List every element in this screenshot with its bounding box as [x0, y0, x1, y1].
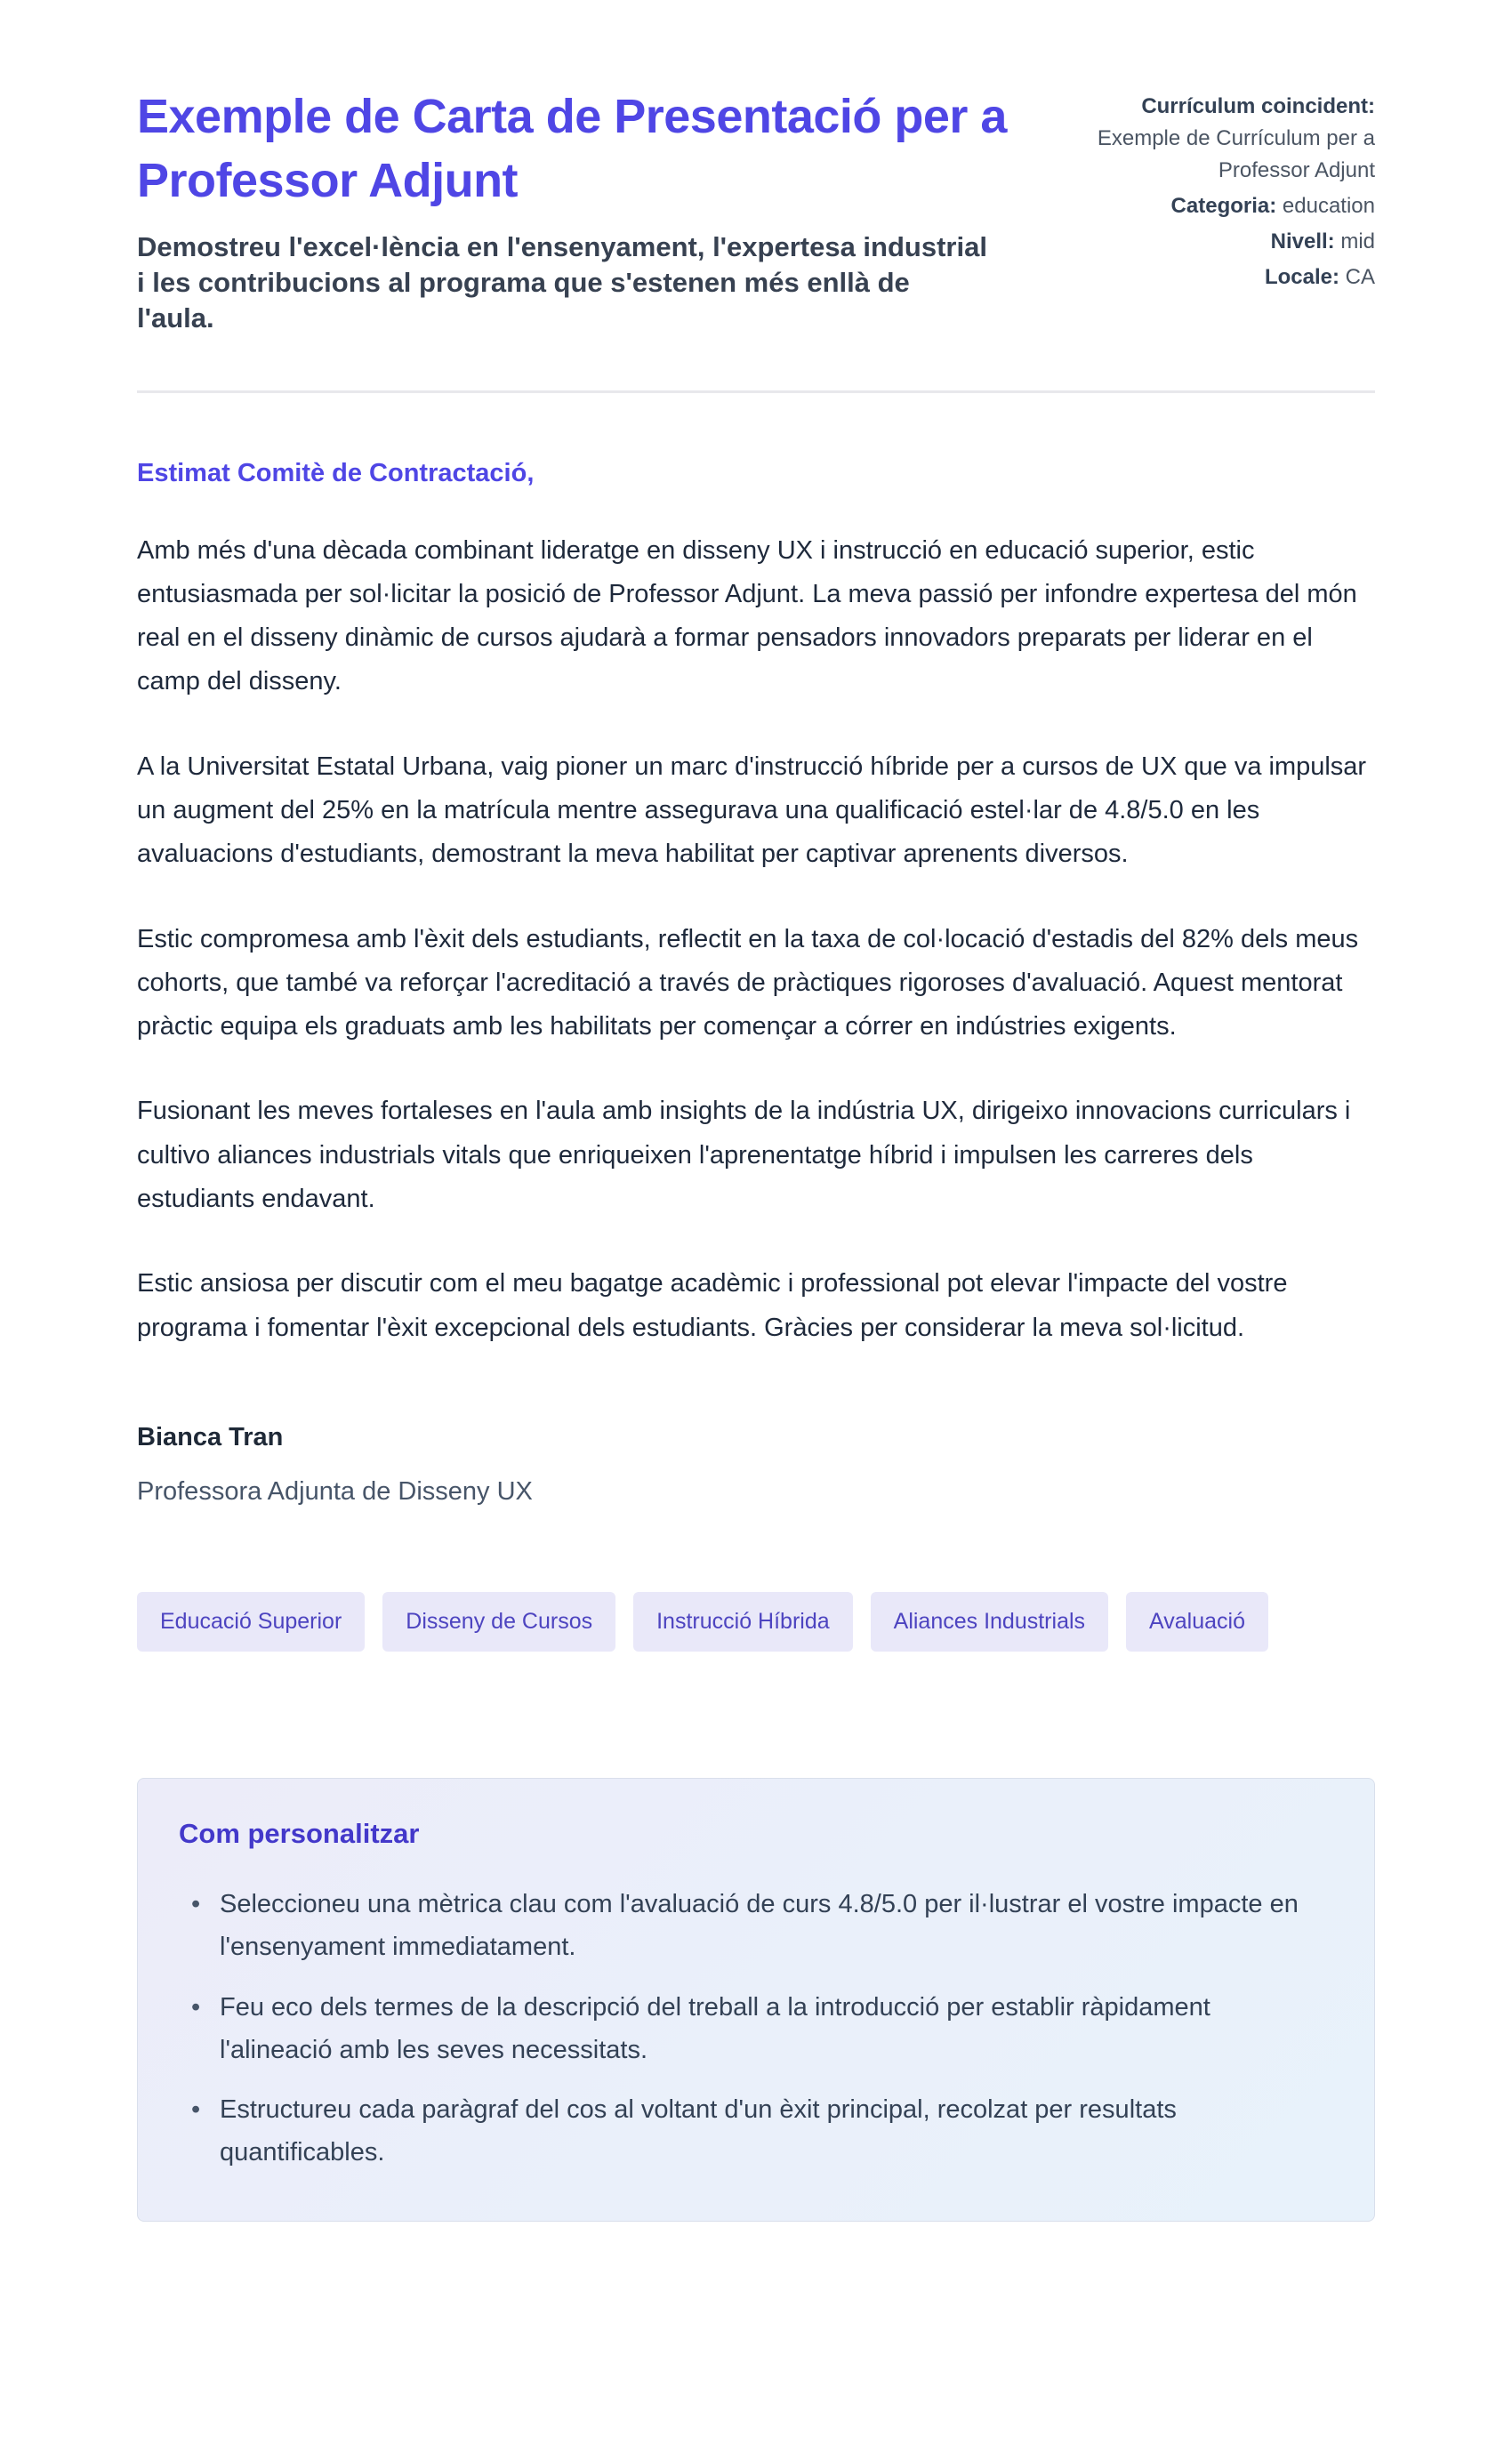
header-title-block	[137, 85, 1010, 337]
letter-body	[137, 459, 1375, 1507]
tag-chip-educacio-superior[interactable]: Educació Superior	[137, 1592, 365, 1652]
meta-level	[1037, 226, 1375, 258]
letter-paragraph-4: Fusionant les meves fortaleses en l'aula amb insights de la indústria UX, dirigeixo innovacions curriculars i cultivo aliances industrials vitals que enriqueixen l'aprenentatge híbrid i impulsen les carreres dels estudiants endavant.	[137, 1097, 1351, 1214]
customization-tips-card	[137, 1778, 1375, 2222]
meta-matching-resume-value: Exemple de Currículum per a Professor Adjunt	[1097, 126, 1375, 182]
header-divider	[137, 390, 1375, 393]
meta-category-value: education	[1282, 194, 1375, 218]
meta-matching-resume-label: Currículum coincident:	[1141, 94, 1375, 118]
meta-level-value: mid	[1340, 229, 1375, 253]
tips-list	[179, 1884, 1333, 2175]
meta-category-label: Categoria:	[1170, 194, 1277, 218]
meta-locale-value: CA	[1345, 265, 1375, 289]
meta-matching-resume	[1037, 91, 1375, 187]
tips-heading: Com personalitzar	[179, 1817, 420, 1849]
meta-locale	[1037, 261, 1375, 293]
letter-greeting: Estimat Comitè de Contractació,	[137, 458, 535, 487]
letter-paragraph-2: A la Universitat Estatal Urbana, vaig pioner un marc d'instrucció híbride per a cursos de UX que va impulsar un augment del 25% en la matrícula mentre assegurava una qualificació estel·lar de 4.8/5.0 en les avaluacions d'estudiants, demostrant la meva habilitat per captivar aprenents diversos.	[137, 752, 1367, 869]
tip-item-1: • Seleccioneu una mètrica clau com l'avaluació de curs 4.8/5.0 per il·lustrar el vostre impacte en l'ensenyament immediatament.	[179, 1884, 1299, 1969]
meta-locale-label: Locale:	[1264, 265, 1339, 289]
meta-category	[1037, 190, 1375, 222]
tag-chip-instruccio-hibrida[interactable]: Instrucció Híbrida	[633, 1592, 853, 1652]
tag-chip-disseny-de-cursos[interactable]: Disseny de Cursos	[382, 1592, 615, 1652]
tip-item-2: • Feu eco dels termes de la descripció del treball a la introducció per establir ràpidament l'alineació amb les seves necessitats.	[179, 1987, 1299, 2072]
tip-item-3: • Estructureu cada paràgraf del cos al voltant d'un èxit principal, recolzat per resultats quantificables.	[179, 2089, 1299, 2175]
letter-paragraph-5: Estic ansiosa per discutir com el meu bagatge acadèmic i professional pot elevar l'impacte del vostre programa i fomentar l'èxit excepcional dels estudiants. Gràcies per considerar la meva sol·licitud.	[137, 1269, 1288, 1342]
letter-paragraph-1: Amb més d'una dècada combinant lideratge en disseny UX i instrucció en educació superior, estic entusiasmada per sol·licitar la posició de Professor Adjunt. La meva passió per infondre expertesa del món real en el disseny dinàmic de cursos ajudarà a formar pensadors innovadors preparats per liderar en el camp del disseny.	[137, 535, 1357, 696]
signature-name: Bianca Tran	[137, 1422, 284, 1451]
signature-role: Professora Adjunta de Disseny UX	[137, 1476, 533, 1506]
header	[137, 85, 1375, 337]
letter-paragraph-3: Estic compromesa amb l'èxit dels estudiants, reflectit en la taxa de col·locació d'estadis del 82% dels meus cohorts, que també va reforçar l'acreditació a través de pràctiques rigoroses d'avaluació. Aquest mentorat pràctic equipa els graduats amb les habilitats per començar a córrer en indústries exigents.	[137, 924, 1359, 1041]
tag-chip-avaluacio[interactable]: Avaluació	[1126, 1592, 1268, 1652]
meta-panel	[1037, 91, 1375, 293]
meta-level-label: Nivell:	[1270, 229, 1335, 253]
tag-chip-aliances-industrials[interactable]: Aliances Industrials	[871, 1592, 1108, 1652]
tag-list	[137, 1592, 1375, 1652]
page-title: Exemple de Carta de Presentació per a Professor Adjunt	[137, 90, 1007, 207]
page-subtitle: Demostreu l'excel·lència en l'ensenyament, l'expertesa industrial i les contribucions al programa que s'estenen més enllà de l'aula.	[137, 230, 987, 334]
